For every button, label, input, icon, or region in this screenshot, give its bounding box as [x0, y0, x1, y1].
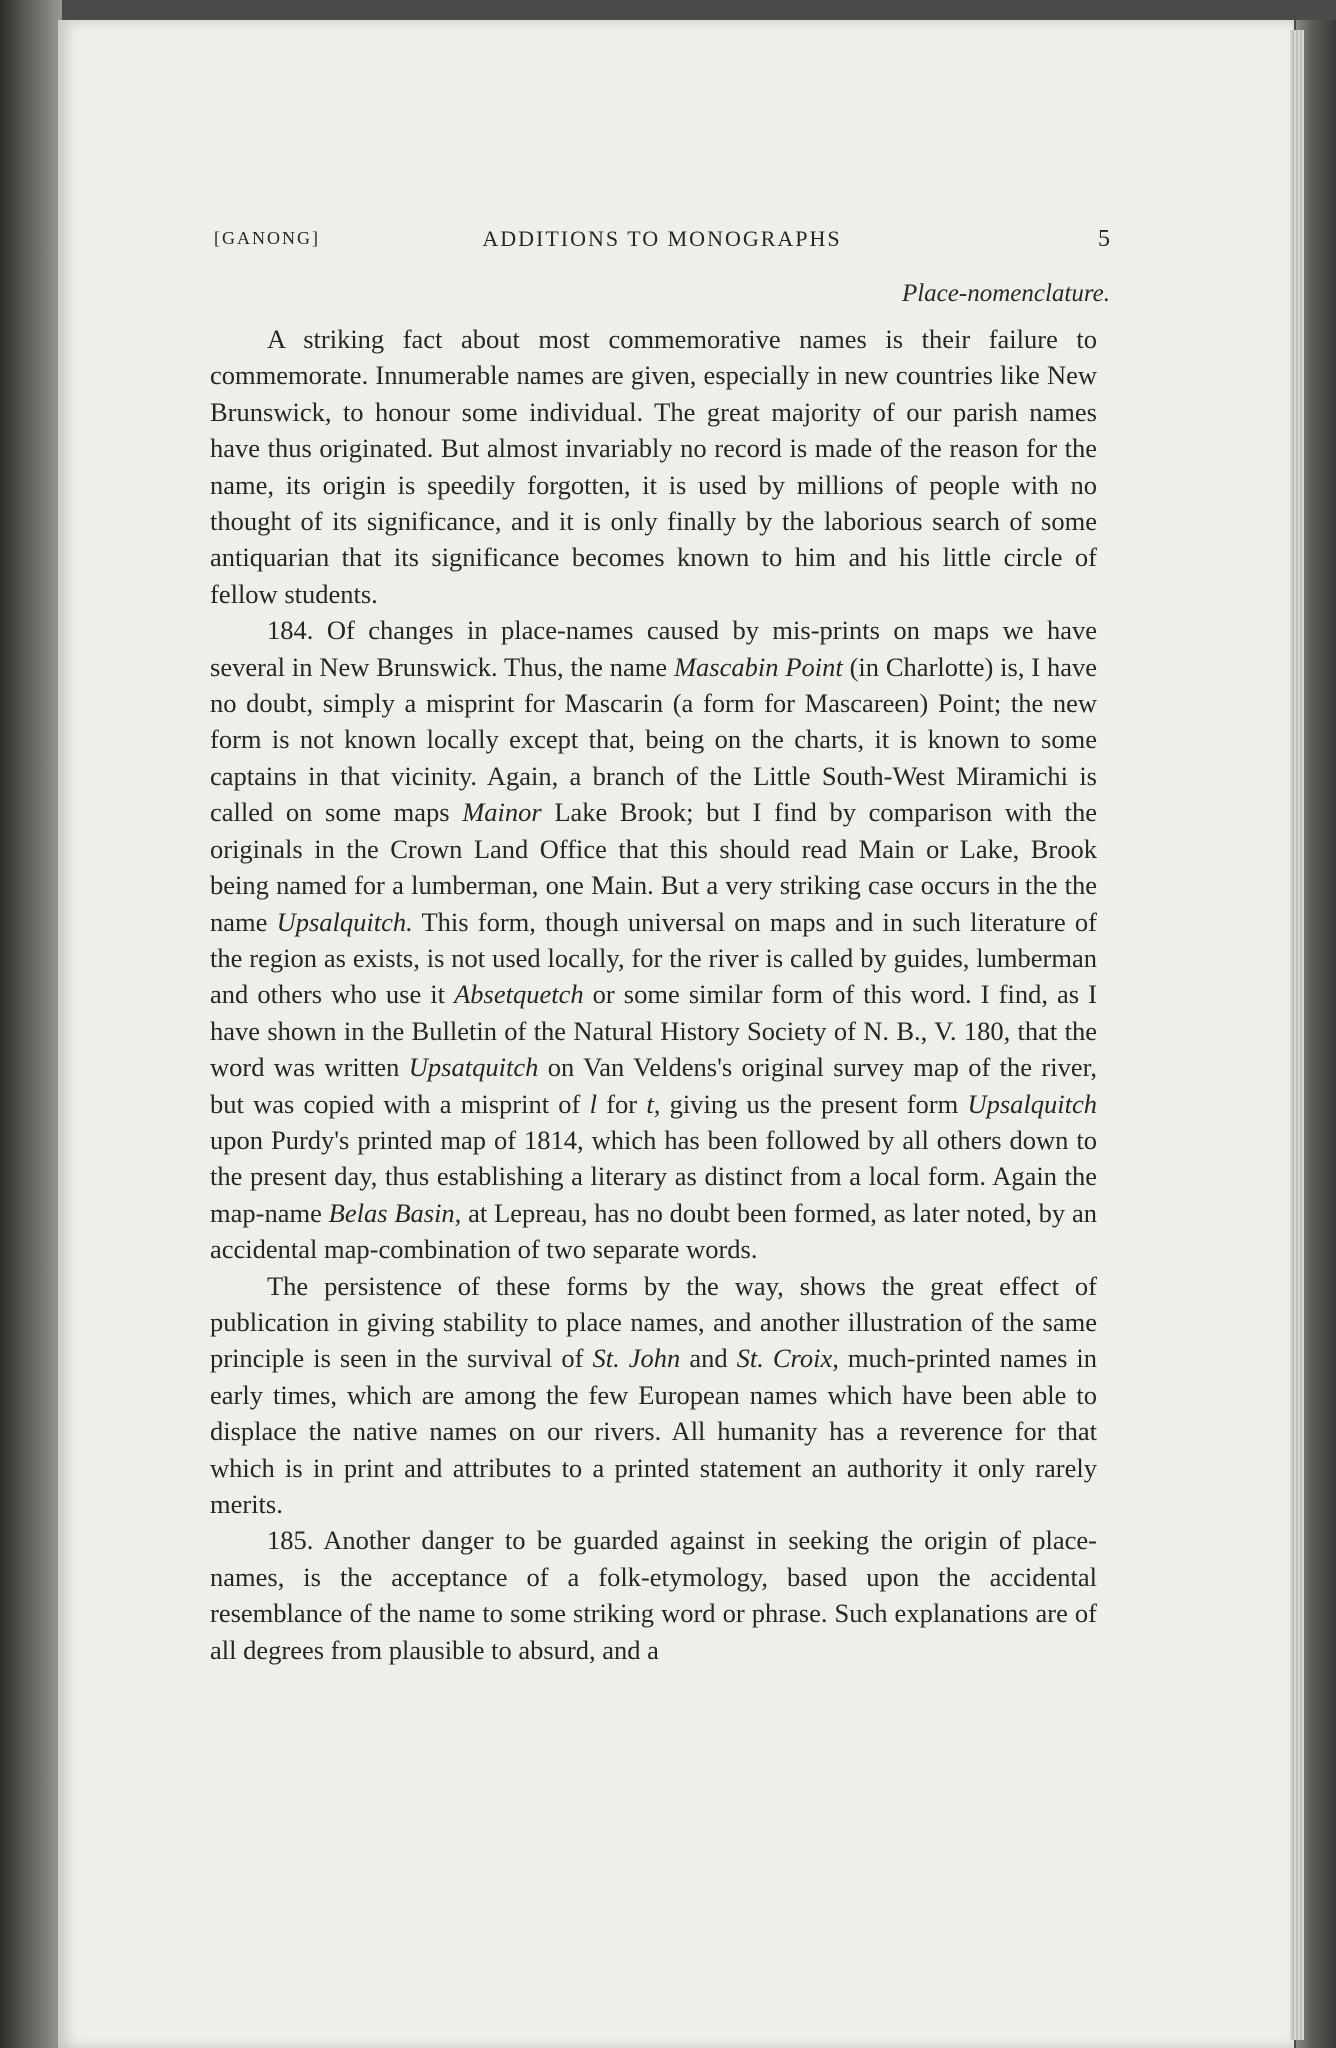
paragraph-number: 184. — [267, 615, 314, 646]
running-head-author: [GANONG] — [214, 228, 320, 248]
paragraph-persistence: The persistence of these forms by the way, shows the great effect of publication in giving stability to place names, and another illustration of the same principle is seen in the survival of St. John and St. Croix, much-printed names in early times, which are among the few European names which have been able to displace the native names on our rivers. All humanity has a reverence for that which is in print and attributes to a printed statement an authority it only rarely merits. — [210, 1270, 1098, 1519]
paragraph-commemorative-names: A striking fact about most commemorative names is their failure to commemorate. Innumerable names are given, especially in new countries like New Brunswick, to honour some individual. The great majority of our parish names have thus originated. But almost invariably no record is made of the reason for the name, its origin is speedily forgotten, it is used by millions of people with no thought of its significance, and it is only finally by the laborious search of some antiquarian that its significance becomes known to him and his little circle of fellow students. — [210, 324, 1097, 609]
paragraph-number: 185. — [267, 1525, 314, 1556]
paragraph-184: 184. Of changes in place-names caused by mis-prints on maps we have several in New Brunswick. Thus, the name Mascabin Point (in Charlotte) is, I have no doubt, simply a misprint for Mascarin (a form for Mascareen) Point; the new form is not known locally except that, being on the charts, it is known to some captains in that vicinity. Again, a branch of the Little South-West Miramichi is called on some maps Mainor Lake Brook; but I find by comparison with the originals in the Crown Land Office that this should read Main or Lake, Brook being named for a lumberman, one Main. But a very striking case occurs in the the name Upsalquitch. This form, though universal on maps and in such literature of the region as exists, is not used locally, for the river is called by guides, lumberman and others who use it Absetquetch or some similar form of this word. I find, as I have shown in the Bulletin of the Natural History Society of N. B., V. 180, that the word was written Upsatquitch on Van Veldens's original survey map of the river, but was copied with a misprint of l for t, giving us the present form Upsalquitch upon Purdy's printed map of 1814, which has been followed by all others down to the present day, thus establishing a literary as distinct from a local form. Again the map-name Belas Basin, at Lepreau, has no doubt been formed, as later noted, by an accidental map-combination of two separate words. — [210, 615, 1098, 1265]
page-number: 5 — [1098, 226, 1110, 252]
running-head-title: ADDITIONS TO MONOGRAPHS — [482, 226, 842, 251]
running-head — [214, 226, 1110, 262]
paragraph-185: 185. Another danger to be guarded against in seeking the origin of place-names, is the acceptance of a folk-etymology, based upon the accidental resemblance of the name to some striking word or phrase. Such explanations are of all degrees from plausible to absurd, and a — [210, 1525, 1097, 1665]
book-binding-left — [0, 0, 62, 2048]
body-text — [210, 321, 1097, 1668]
section-heading: Place-nomenclature. — [901, 280, 1110, 307]
page-edges — [1290, 30, 1304, 2040]
